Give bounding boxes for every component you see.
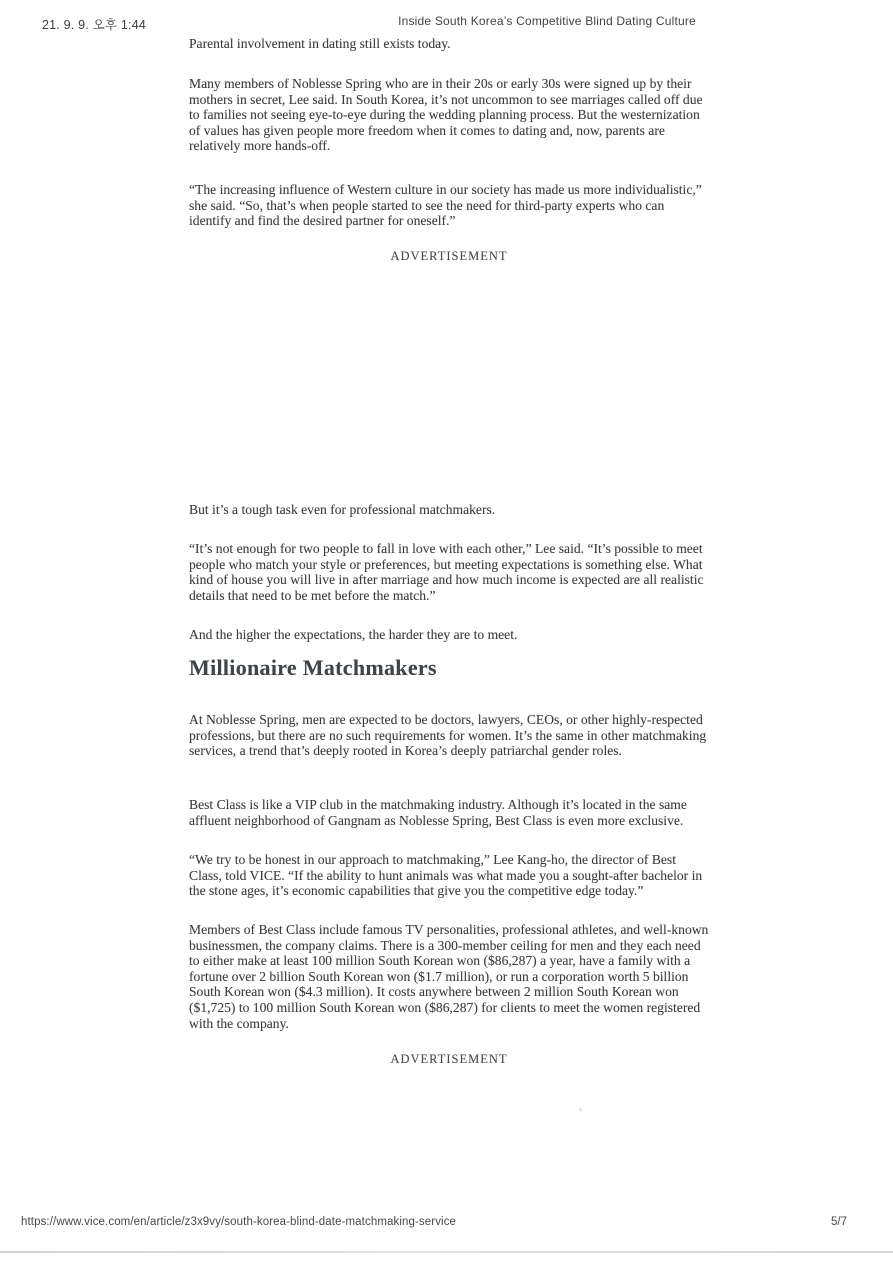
footer-page-number: 5/7	[831, 1216, 847, 1228]
scan-edge-line	[0, 1251, 893, 1253]
advertisement-label-bottom: ADVERTISEMENT	[390, 1052, 508, 1066]
scan-noise-speck	[579, 1108, 582, 1111]
paragraph-western-influence: “The increasing influence of Western culture in our society has made us more individualistic,” she said. “So, that’s when people started to see the need for third-party experts who can identify and find the desired partner for oneself.”	[189, 182, 702, 229]
paragraph-lee-kang-ho-quote: “We try to be honest in our approach to matchmaking,” Lee Kang-ho, the director of Best Class, told VICE. “If the ability to hunt animals was what made you a sought-after bachelor in the stone ages, it’s economic capabilities that give you the competitive edge today.”	[189, 852, 703, 899]
print-header-title: Inside South Korea’s Competitive Blind Dating Culture	[398, 14, 696, 28]
print-timestamp: 21. 9. 9. 오후 1:44	[42, 18, 146, 32]
paragraph-tough-task: But it’s a tough task even for professional matchmakers.	[189, 502, 496, 517]
paragraph-best-class-vip: Best Class is like a VIP club in the matchmaking industry. Although it’s located in the same affluent neighborhood of Gangnam as Noblesse Spring, Best Class is even more exclusive.	[189, 797, 687, 828]
advertisement-label-top: ADVERTISEMENT	[390, 249, 508, 263]
paragraph-higher-expectations: And the higher the expectations, the harder they are to meet.	[189, 627, 518, 642]
paragraph-noblesse-requirements: At Noblesse Spring, men are expected to be doctors, lawyers, CEOs, or other highly-respected professions, but there are no such requirements for women. It’s the same in other matchmaking services, a trend that’s deeply rooted in Korea’s deeply patriarchal gender roles.	[189, 712, 707, 759]
paragraph-parental-involvement: Parental involvement in dating still exists today.	[189, 36, 451, 51]
paragraph-not-enough-love: “It’s not enough for two people to fall in love with each other,” Lee said. “It’s possible to meet people who match your style or preferences, but meeting expectations is something else. What kind of house you will live in after marriage and how much income is expected are all realistic details that need to be met before the match.”	[189, 541, 704, 603]
paragraph-best-class-members: Members of Best Class include famous TV personalities, professional athletes, and well-known businessmen, the company claims. There is a 300-member ceiling for men and they each need to either make at least 100 million South Korean won ($86,287) a year, have a family with a fortune over 2 billion South Korean won ($1.7 million), or run a corporation worth 5 billion South Korean won ($4.3 million). It costs anywhere between 2 million South Korean won ($1,725) to 100 million South Korean won ($86,287) for clients to meet the women registered with the company.	[189, 922, 709, 1031]
footer-source-url: https://www.vice.com/en/article/z3x9vy/south-korea-blind-date-matchmaking-service	[21, 1216, 457, 1228]
section-heading-millionaire-matchmakers: Millionaire Matchmakers	[189, 655, 437, 680]
paragraph-noblesse-members: Many members of Noblesse Spring who are in their 20s or early 30s were signed up by their mothers in secret, Lee said. In South Korea, it’s not uncommon to see marriages called off due to families not seeing eye-to-eye during the wedding planning process. But the westernization of values has given people more freedom when it comes to dating and, now, parents are relatively more hands-off.	[189, 76, 703, 154]
